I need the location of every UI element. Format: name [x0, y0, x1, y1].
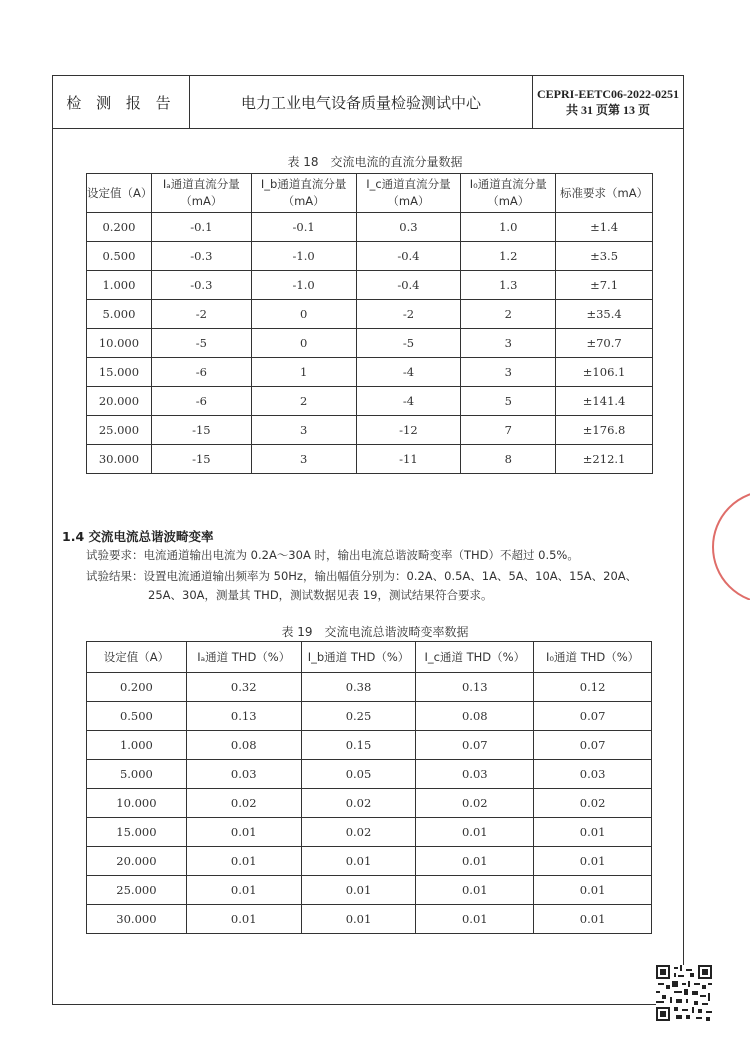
table19-header: 设定值（A） — [87, 642, 187, 673]
table18-cell: 5 — [461, 387, 556, 416]
table18-cell: -0.4 — [356, 271, 461, 300]
table19-row — [87, 789, 652, 818]
table18-cell: -4 — [356, 387, 461, 416]
report-number: CEPRI-EETC06-2022-0251 — [536, 87, 679, 101]
table18-header: I₀通道直流分量（mA） — [461, 174, 556, 213]
table18-cell: 3 — [251, 416, 356, 445]
table18-cell: -2 — [356, 300, 461, 329]
table19-cell: 0.02 — [186, 789, 301, 818]
table18-cell: -0.1 — [251, 213, 356, 242]
table19-cell: 0.13 — [416, 673, 534, 702]
table18-cell: 3 — [461, 358, 556, 387]
table18-cell: 1.000 — [87, 271, 152, 300]
table19-cell: 0.07 — [534, 731, 652, 760]
table19-cell: 0.07 — [416, 731, 534, 760]
test-result-line1: 试验结果：设置电流通道输出频率为 50Hz，输出幅值分别为：0.2A、0.5A、1A、5A、10A、15A、20A、 — [86, 569, 638, 583]
table19-cell: 5.000 — [87, 760, 187, 789]
table19-cell: 0.01 — [301, 876, 416, 905]
table18-row — [87, 358, 653, 387]
table18-cell: 1 — [251, 358, 356, 387]
table19-cell: 0.01 — [416, 905, 534, 934]
table18-cell: ±176.8 — [556, 416, 653, 445]
official-seal-stamp — [712, 490, 750, 600]
table18-row — [87, 445, 653, 474]
table19-cell: 0.03 — [534, 760, 652, 789]
table19-cell: 0.38 — [301, 673, 416, 702]
table18-cell: 0 — [251, 329, 356, 358]
table19-cell: 0.01 — [186, 818, 301, 847]
table19-cell: 0.05 — [301, 760, 416, 789]
table18 — [86, 173, 653, 474]
table19-row — [87, 847, 652, 876]
page-number: 共 31 页第 13 页 — [565, 103, 650, 117]
header-report-type: 检 测 报 告 — [53, 76, 190, 128]
table19-cell: 1.000 — [87, 731, 187, 760]
table19-row — [87, 760, 652, 789]
table18-row — [87, 271, 653, 300]
table19-row — [87, 673, 652, 702]
table18-header-row — [87, 174, 653, 213]
table19-cell: 0.200 — [87, 673, 187, 702]
table18-cell: 20.000 — [87, 387, 152, 416]
table18-cell: -11 — [356, 445, 461, 474]
table18-cell: 3 — [461, 329, 556, 358]
table18-cell: 15.000 — [87, 358, 152, 387]
table19-cell: 0.03 — [416, 760, 534, 789]
table18-cell: -1.0 — [251, 242, 356, 271]
table18-cell: -12 — [356, 416, 461, 445]
table18-header: I_b通道直流分量（mA） — [251, 174, 356, 213]
table19-cell: 25.000 — [87, 876, 187, 905]
table18-cell: 3 — [251, 445, 356, 474]
table19-cell: 0.02 — [301, 818, 416, 847]
table19 — [86, 641, 652, 934]
table19-header: Iₐ通道 THD（%） — [186, 642, 301, 673]
table18-cell: -5 — [356, 329, 461, 358]
table18-cell: -1.0 — [251, 271, 356, 300]
table19-cell: 0.15 — [301, 731, 416, 760]
table18-cell: ±1.4 — [556, 213, 653, 242]
table19-cell: 0.07 — [534, 702, 652, 731]
table19-cell: 0.500 — [87, 702, 187, 731]
table19-row — [87, 818, 652, 847]
table19-cell: 0.01 — [534, 876, 652, 905]
table19-header: I_b通道 THD（%） — [301, 642, 416, 673]
table19-cell: 0.01 — [186, 847, 301, 876]
table19-cell: 0.01 — [416, 818, 534, 847]
table18-cell: -6 — [151, 387, 251, 416]
table18-cell: -0.3 — [151, 242, 251, 271]
table19-cell: 15.000 — [87, 818, 187, 847]
table19-cell: 0.12 — [534, 673, 652, 702]
table19-cell: 0.01 — [186, 876, 301, 905]
table18-row — [87, 416, 653, 445]
table18-row — [87, 213, 653, 242]
table18-cell: 8 — [461, 445, 556, 474]
table19-cell: 0.08 — [186, 731, 301, 760]
table18-row — [87, 387, 653, 416]
seal-ring — [712, 490, 750, 600]
table19-cell: 0.25 — [301, 702, 416, 731]
table19-cell: 0.08 — [416, 702, 534, 731]
table18-cell: 10.000 — [87, 329, 152, 358]
table19-header-row — [87, 642, 652, 673]
table18-row — [87, 242, 653, 271]
table19-cell: 0.02 — [534, 789, 652, 818]
table18-row — [87, 300, 653, 329]
table19-cell: 0.13 — [186, 702, 301, 731]
table18-cell: 7 — [461, 416, 556, 445]
table18-cell: 2 — [251, 387, 356, 416]
table18-cell: 0.500 — [87, 242, 152, 271]
table18-cell: -5 — [151, 329, 251, 358]
table18-cell: -2 — [151, 300, 251, 329]
table18-cell: -0.4 — [356, 242, 461, 271]
table19-cell: 0.01 — [186, 905, 301, 934]
table18-cell: 0.3 — [356, 213, 461, 242]
table18-cell: -4 — [356, 358, 461, 387]
table19-cell: 0.01 — [301, 847, 416, 876]
test-requirement: 试验要求：电流通道输出电流为 0.2A～30A 时，输出电流总谐波畸变率（THD）不超过 0.5%。 — [86, 548, 579, 562]
qr-code-icon — [656, 965, 712, 1021]
table18-cell: 25.000 — [87, 416, 152, 445]
table18-cell: 30.000 — [87, 445, 152, 474]
table19-cell: 0.01 — [301, 905, 416, 934]
table19-header: I_c通道 THD（%） — [416, 642, 534, 673]
table19-cell: 0.01 — [534, 847, 652, 876]
table18-header: Iₐ通道直流分量（mA） — [151, 174, 251, 213]
header-organization: 电力工业电气设备质量检验测试中心 — [190, 76, 533, 128]
table19-cell: 30.000 — [87, 905, 187, 934]
table18-cell: -0.1 — [151, 213, 251, 242]
table19-cell: 0.01 — [416, 876, 534, 905]
table18-cell: ±35.4 — [556, 300, 653, 329]
table18-cell: ±7.1 — [556, 271, 653, 300]
table19-header: I₀通道 THD（%） — [534, 642, 652, 673]
table18-cell: ±141.4 — [556, 387, 653, 416]
table18-cell: 0.200 — [87, 213, 152, 242]
section-title: 1.4 交流电流总谐波畸变率 — [62, 529, 214, 544]
table18-cell: 2 — [461, 300, 556, 329]
table18-cell: -15 — [151, 445, 251, 474]
table19-cell: 0.01 — [416, 847, 534, 876]
table19-row — [87, 876, 652, 905]
table19-cell: 0.01 — [534, 905, 652, 934]
table19-cell: 0.01 — [534, 818, 652, 847]
table18-cell: ±70.7 — [556, 329, 653, 358]
report-header — [52, 75, 684, 129]
table18-cell: -6 — [151, 358, 251, 387]
table19-row — [87, 731, 652, 760]
table18-cell: 1.0 — [461, 213, 556, 242]
test-result-line2: 25A、30A，测量其 THD，测试数据见表 19，测试结果符合要求。 — [148, 588, 493, 602]
header-report-info — [533, 76, 683, 128]
table18-cell: -15 — [151, 416, 251, 445]
table19-cell: 10.000 — [87, 789, 187, 818]
table19-cell: 0.32 — [186, 673, 301, 702]
table18-cell: ±212.1 — [556, 445, 653, 474]
table18-cell: 1.3 — [461, 271, 556, 300]
table19-cell: 20.000 — [87, 847, 187, 876]
table18-header: 设定值（A） — [87, 174, 152, 213]
table18-header: 标准要求（mA） — [556, 174, 653, 213]
table18-cell: ±3.5 — [556, 242, 653, 271]
table19-caption: 表 19 交流电流总谐波畸变率数据 — [281, 625, 469, 639]
table19-cell: 0.02 — [301, 789, 416, 818]
table18-header: I_c通道直流分量（mA） — [356, 174, 461, 213]
table18-cell: ±106.1 — [556, 358, 653, 387]
table18-cell: 0 — [251, 300, 356, 329]
table19-row — [87, 905, 652, 934]
table18-row — [87, 329, 653, 358]
table18-cell: 5.000 — [87, 300, 152, 329]
table19-cell: 0.03 — [186, 760, 301, 789]
table19-row — [87, 702, 652, 731]
table19-cell: 0.02 — [416, 789, 534, 818]
table18-cell: 1.2 — [461, 242, 556, 271]
table18-caption: 表 18 交流电流的直流分量数据 — [287, 155, 463, 169]
table18-cell: -0.3 — [151, 271, 251, 300]
